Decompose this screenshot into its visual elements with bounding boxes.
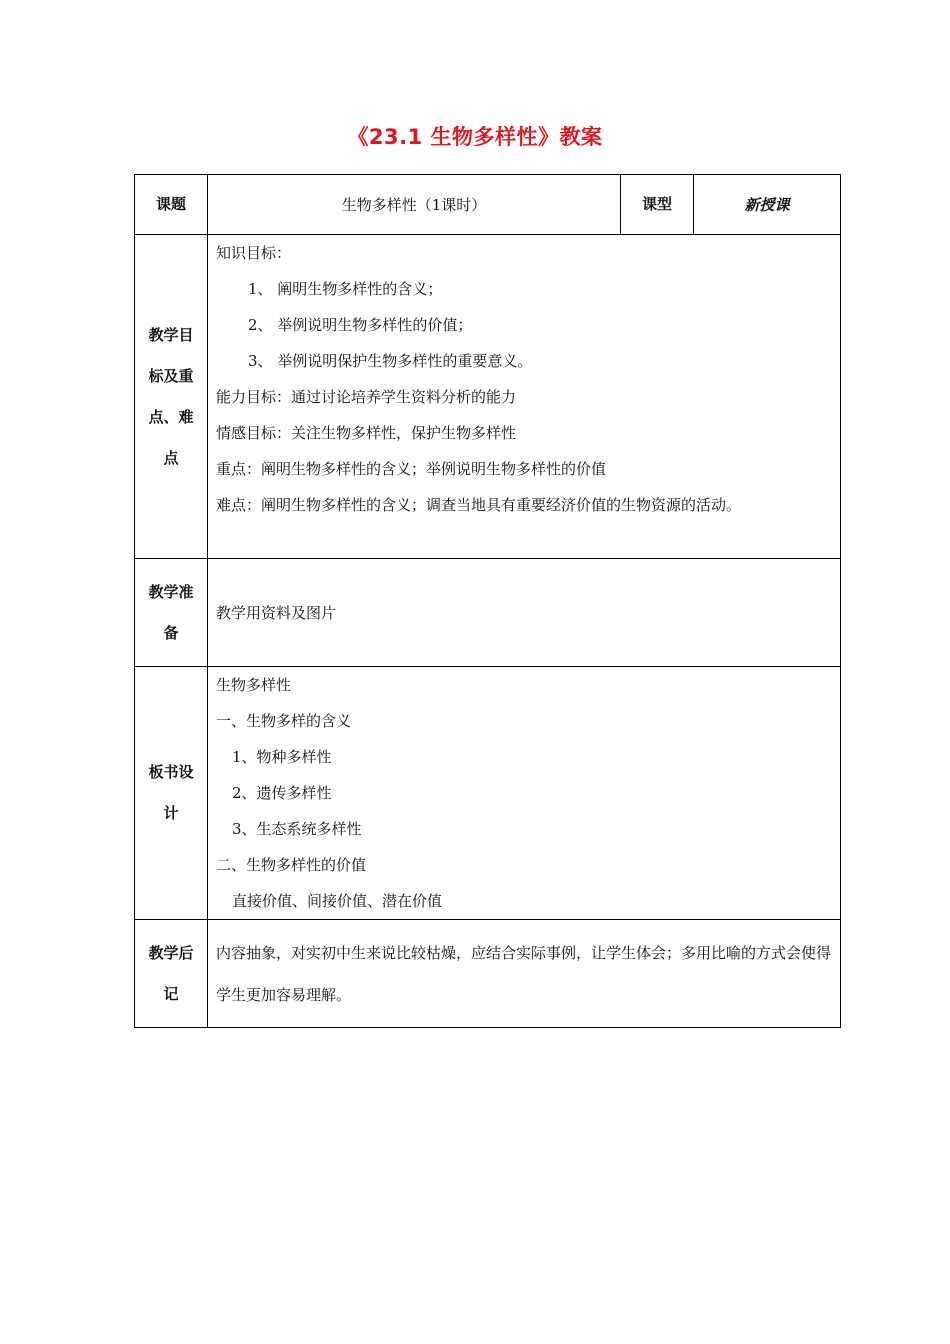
reflection-content bbox=[208, 920, 841, 1028]
preparation-text: 教学用资料及图片 bbox=[216, 603, 337, 622]
board-item: 1、物种多样性 bbox=[232, 748, 332, 766]
board-design-content bbox=[208, 667, 841, 920]
board-label-line: 板书设 bbox=[148, 763, 194, 781]
reflection-label-line: 记 bbox=[163, 984, 179, 1003]
knowledge-goal-item: 3、 举例说明保护生物多样性的重要意义。 bbox=[248, 352, 533, 370]
board-label-line: 计 bbox=[163, 804, 179, 822]
topic-label: 课题 bbox=[135, 175, 208, 235]
preparation-content bbox=[208, 559, 841, 667]
reflection-label-line: 教学后 bbox=[148, 943, 194, 962]
emotion-goal: 情感目标：关注生物多样性，保护生物多样性 bbox=[216, 424, 517, 442]
objectives-label-line: 点 bbox=[163, 448, 179, 467]
board-design-row bbox=[135, 667, 841, 920]
preparation-label-line: 教学准 bbox=[148, 582, 194, 601]
preparation-label-line: 备 bbox=[163, 623, 179, 642]
board-item: 3、生态系统多样性 bbox=[232, 820, 362, 838]
type-value: 新授课 bbox=[694, 175, 841, 235]
reflection-label bbox=[135, 920, 208, 1028]
reflection-row bbox=[135, 920, 841, 1028]
knowledge-goal-item: 1、 阐明生物多样性的含义； bbox=[248, 280, 443, 298]
objectives-content bbox=[208, 235, 841, 559]
objectives-label-line: 教学目 bbox=[148, 325, 194, 344]
difficult-point: 难点：阐明生物多样性的含义；调查当地具有重要经济价值的生物资源的活动。 bbox=[216, 496, 742, 514]
header-row bbox=[135, 175, 841, 235]
knowledge-goal-heading: 知识目标： bbox=[216, 244, 292, 262]
key-point: 重点：阐明生物多样性的含义；举例说明生物多样性的价值 bbox=[216, 460, 607, 478]
objectives-label-line: 点、难 bbox=[148, 407, 194, 426]
reflection-text: 内容抽象，对实初中生来说比较枯燥，应结合实际事例，让学生体会；多用比喻的方式会使得学生更加容易理解。 bbox=[216, 943, 832, 1004]
objectives-row bbox=[135, 235, 841, 559]
preparation-label bbox=[135, 559, 208, 667]
board-section: 一、生物多样的含义 bbox=[216, 712, 352, 730]
objectives-label-line: 标及重 bbox=[148, 366, 194, 385]
board-item: 2、遗传多样性 bbox=[232, 784, 332, 802]
knowledge-goal-item: 2、 举例说明生物多样性的价值； bbox=[248, 316, 473, 334]
document-title: 《23.1 生物多样性》教案 bbox=[347, 125, 603, 149]
board-item: 直接价值、间接价值、潜在价值 bbox=[232, 892, 443, 910]
type-label: 课型 bbox=[621, 175, 694, 235]
objectives-label bbox=[135, 235, 208, 559]
preparation-row bbox=[135, 559, 841, 667]
topic-value: 生物多样性（1课时） bbox=[208, 175, 621, 235]
board-design-label bbox=[135, 667, 208, 920]
board-heading: 生物多样性 bbox=[216, 676, 292, 694]
ability-goal: 能力目标：通过讨论培养学生资料分析的能力 bbox=[216, 388, 517, 406]
board-section: 二、生物多样性的价值 bbox=[216, 856, 367, 874]
lesson-plan-table bbox=[134, 174, 841, 1028]
